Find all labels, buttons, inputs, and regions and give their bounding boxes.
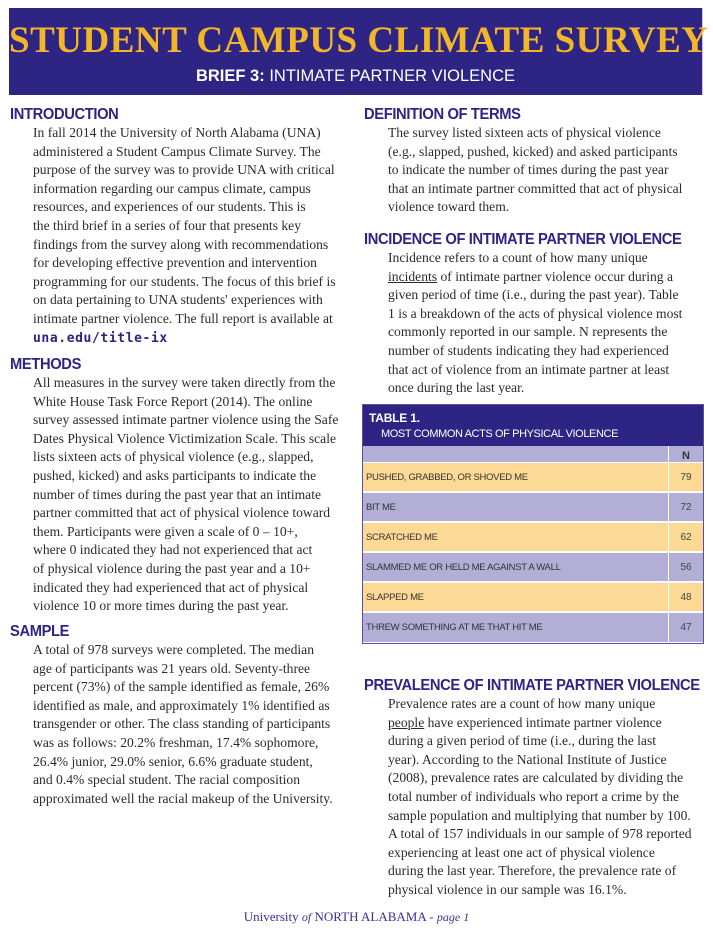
methods-body bbox=[33, 374, 338, 616]
methods-heading: METHODS bbox=[10, 356, 82, 373]
text-line bbox=[388, 714, 692, 733]
text-line: number of times during the past year that an intimate bbox=[33, 486, 322, 502]
n-column-header: N bbox=[668, 446, 703, 466]
text-line: programming for our students. The focus of this brief is bbox=[33, 273, 336, 289]
text-line: once during the last year. bbox=[388, 380, 525, 396]
prevalence-body bbox=[388, 695, 692, 900]
text-line: (2008), prevalence rates are calculated by dividing the bbox=[388, 770, 684, 786]
incidence-heading: INCIDENCE OF INTIMATE PARTNER VIOLENCE bbox=[364, 231, 682, 248]
prevalence-heading: PREVALENCE OF INTIMATE PARTNER VIOLENCE bbox=[364, 677, 700, 694]
text-line: on data pertaining to UNA students' experiences with bbox=[33, 292, 323, 308]
footer-separator: - bbox=[426, 909, 437, 924]
n-cell: 48 bbox=[668, 583, 703, 611]
table-row bbox=[363, 522, 703, 551]
text-line: them. Participants were given a scale of 0 – 10+, bbox=[33, 523, 298, 539]
text-line: lists sixteen acts of physical violence (e.g., slapped, bbox=[33, 449, 314, 465]
text-line: Incidence refers to a count of how many unique bbox=[388, 250, 648, 265]
table-row bbox=[363, 492, 703, 521]
text-line: findings from the survey along with recommendations bbox=[33, 236, 329, 252]
text-line bbox=[388, 268, 682, 287]
definition-body bbox=[388, 124, 682, 217]
text-line: administered a Student Campus Climate Survey. The bbox=[33, 143, 321, 159]
text-line: (e.g., slapped, pushed, kicked) and asked participants bbox=[388, 143, 678, 159]
text-fragment: of intimate partner violence occur during a bbox=[437, 268, 673, 284]
text-line: and 0.4% special student. The racial composition bbox=[33, 772, 301, 788]
text-line: that an intimate partner committed that act of physical bbox=[388, 180, 683, 196]
n-cell: 56 bbox=[668, 553, 703, 581]
page-number: page 1 bbox=[436, 910, 470, 924]
text-line: identified as male, and approximately 1% identified as bbox=[33, 697, 330, 713]
text-line: intimate partner violence. The full report is available at bbox=[33, 310, 333, 326]
text-line: sample population and multiplying that number by 100. bbox=[388, 807, 691, 823]
text-line: indicated they had experienced that act of physical bbox=[33, 579, 309, 595]
n-cell: 62 bbox=[668, 523, 703, 551]
footer-of: of bbox=[301, 910, 312, 924]
introduction-heading: INTRODUCTION bbox=[10, 106, 119, 123]
text-line: to indicate the number of times during the past year bbox=[388, 162, 669, 178]
text-line: partner committed that act of physical violence toward bbox=[33, 505, 331, 521]
footer-university-name: NORTH ALABAMA bbox=[311, 909, 427, 924]
table-row bbox=[363, 462, 703, 491]
sample-body bbox=[33, 641, 333, 808]
text-line: In fall 2014 the University of North Alabama (UNA) bbox=[33, 125, 321, 140]
text-line: during the last year. Therefore, the prevalence rate of bbox=[388, 863, 677, 879]
table-header bbox=[363, 405, 703, 446]
page-footer bbox=[0, 909, 713, 925]
text-line: violence toward them. bbox=[388, 199, 510, 215]
footer-university-prefix: University bbox=[243, 909, 302, 924]
title-ix-link[interactable]: una.edu/title-ix bbox=[33, 330, 168, 346]
text-line: purpose of the survey was to provide UNA with critical bbox=[33, 162, 335, 178]
underlined-term: people bbox=[388, 714, 425, 730]
text-line: of physical violence during the past year and a 10+ bbox=[33, 560, 311, 576]
text-line: Dates Physical Violence Victimization Scale. This scale bbox=[33, 430, 337, 446]
text-line: given period of time (i.e., during the past year). Table bbox=[388, 287, 679, 303]
table-label: TABLE 1. bbox=[369, 411, 420, 425]
table-most-common-acts bbox=[362, 404, 704, 644]
incidence-body bbox=[388, 249, 682, 398]
text-fragment: have experienced intimate partner violence bbox=[424, 714, 662, 730]
act-cell: BIT ME bbox=[366, 501, 396, 513]
text-line: for developing effective prevention and intervention bbox=[33, 255, 317, 271]
text-line: A total of 978 surveys were completed. The median bbox=[33, 642, 314, 657]
n-cell: 79 bbox=[668, 463, 703, 491]
text-line: the third brief in a series of four that presents key bbox=[33, 217, 302, 233]
text-line: during a given period of time (i.e., during the last bbox=[388, 733, 657, 749]
text-line: 1 is a breakdown of the acts of physical violence most bbox=[388, 305, 683, 321]
document-title: STUDENT CAMPUS CLIMATE SURVEY bbox=[9, 20, 709, 61]
brief-number: BRIEF 3: bbox=[195, 67, 265, 85]
definition-heading: DEFINITION OF TERMS bbox=[364, 106, 521, 123]
text-line: physical violence in our sample was 16.1%. bbox=[388, 881, 627, 897]
act-cell: SLAMMED ME OR HELD ME AGAINST A WALL bbox=[366, 561, 561, 573]
sample-heading: SAMPLE bbox=[10, 623, 70, 640]
text-line: where 0 indicated they had not experienced that act bbox=[33, 542, 313, 558]
text-line: total number of individuals who report a crime by the bbox=[388, 788, 680, 804]
text-line: White House Task Force Report (2014). The online bbox=[33, 393, 313, 409]
act-cell: THREW SOMETHING AT ME THAT HIT ME bbox=[366, 622, 543, 633]
document-subtitle bbox=[9, 66, 702, 86]
table-row bbox=[363, 582, 703, 611]
text-line: percent (73%) of the sample identified as female, 26% bbox=[33, 679, 330, 695]
text-line: Prevalence rates are a count of how many unique bbox=[388, 696, 656, 711]
text-line: The survey listed sixteen acts of physical violence bbox=[388, 125, 661, 140]
text-line: year). According to the National Institute of Justice bbox=[388, 751, 667, 767]
text-line: A total of 157 individuals in our sample of 978 reported bbox=[388, 826, 692, 842]
text-line: survey assessed intimate partner violence using the Safe bbox=[33, 412, 339, 428]
text-line: transgender or other. The class standing of participants bbox=[33, 716, 331, 732]
act-cell: PUSHED, GRABBED, OR SHOVED ME bbox=[366, 471, 528, 483]
text-line: experiencing at least one act of physical violence bbox=[388, 844, 655, 860]
table-row bbox=[363, 552, 703, 581]
introduction-body bbox=[33, 124, 336, 348]
text-line: All measures in the survey were taken directly from the bbox=[33, 375, 336, 390]
title-banner bbox=[9, 8, 709, 95]
text-line: age of participants was 21 years old. Seventy-three bbox=[33, 660, 311, 676]
table-caption: MOST COMMON ACTS OF PHYSICAL VIOLENCE bbox=[381, 428, 619, 440]
text-line: pushed, kicked) and asks participants to indicate the bbox=[33, 467, 317, 483]
underlined-term: incidents bbox=[388, 268, 438, 284]
text-line: that act of violence from an intimate partner at least bbox=[388, 361, 670, 377]
table-row bbox=[363, 612, 703, 642]
text-line: 26.4% junior, 29.0% senior, 6.6% graduate student, bbox=[33, 753, 313, 769]
act-cell: SLAPPED ME bbox=[366, 591, 424, 603]
n-cell: 47 bbox=[668, 613, 703, 642]
text-line: commonly reported in our sample. N represents the bbox=[388, 324, 668, 340]
text-line: resources, and experiences of our students. This is bbox=[33, 199, 306, 215]
act-cell: SCRATCHED ME bbox=[366, 531, 438, 543]
brief-topic: INTIMATE PARTNER VIOLENCE bbox=[264, 67, 516, 85]
text-line: approximated well the racial makeup of the University. bbox=[33, 790, 333, 806]
text-line: was as follows: 20.2% freshman, 17.4% sophomore, bbox=[33, 734, 319, 750]
text-line: number of students indicating they had experienced bbox=[388, 342, 669, 358]
text-line: violence 10 or more times during the past year. bbox=[33, 598, 289, 614]
text-line: information regarding our campus climate, campus bbox=[33, 180, 311, 196]
n-cell: 72 bbox=[668, 493, 703, 521]
